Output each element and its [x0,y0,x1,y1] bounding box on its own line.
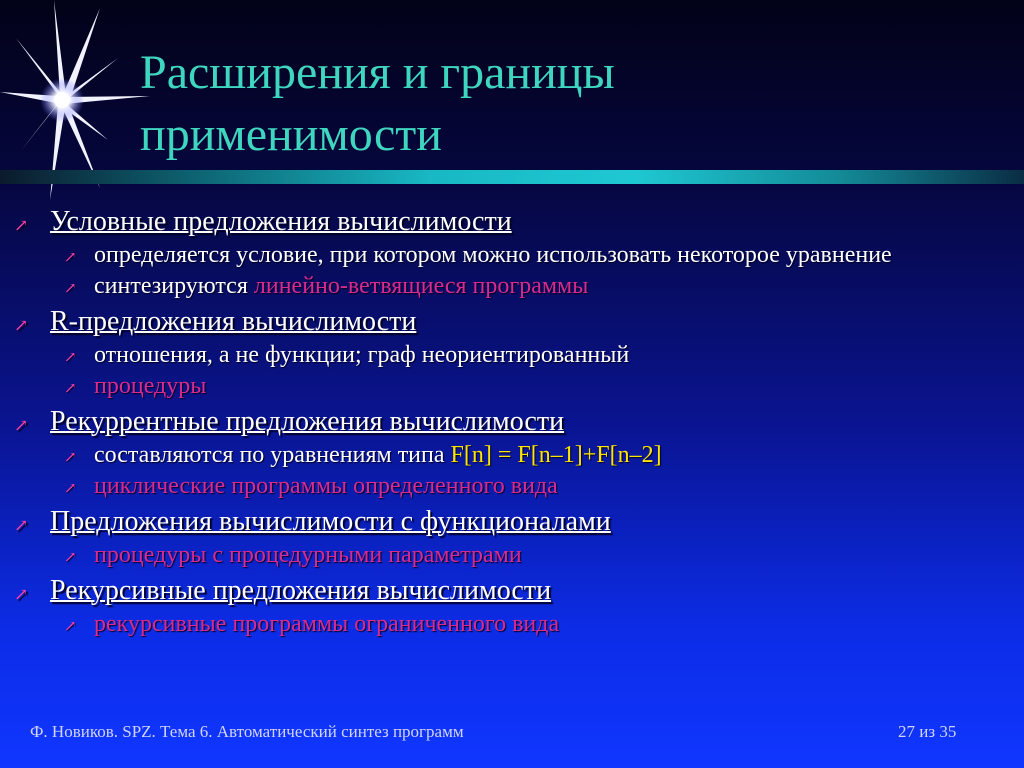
slide-title-line2: применимости [140,108,442,161]
formula-text: F[n] = F[n–1]+F[n–2] [450,442,662,468]
sub-bullet [14,342,1004,369]
slide-content [14,200,1004,640]
sub-bullet-text: определяется условие, при котором можно использовать некоторое уравнение [94,242,892,268]
arrow-up-right-icon: ↗ [64,281,77,297]
highlight-text: рекурсивные программы ограниченного вида [94,611,560,637]
arrow-up-right-icon: ↗ [14,216,29,235]
slide-title-line1: Расширения и границы [140,46,615,99]
sub-bullet-text: составляются по уравнениям типа [94,442,445,468]
bullet-heading: Рекурсивные предложения вычислимости [50,575,552,606]
bullet-heading: Условные предложения вычислимости [50,206,512,237]
arrow-up-right-icon: ↗ [64,550,77,566]
sub-bullet [14,242,1004,269]
sub-bullet [14,442,1004,469]
sub-bullet [14,542,1004,569]
arrow-up-right-icon: ↗ [14,416,29,435]
arrow-up-right-icon: ↗ [64,381,77,397]
bullet-heading: Рекуррентные предложения вычислимости [50,406,565,437]
bullet-recurrent [14,406,1004,438]
arrow-up-right-icon: ↗ [14,516,29,535]
page-number: 27 из 35 [898,722,957,741]
arrow-up-right-icon: ↗ [64,350,77,366]
arrow-up-right-icon: ↗ [64,619,77,635]
arrow-up-right-icon: ↗ [64,450,77,466]
title-divider [0,170,1024,184]
slide-title [140,42,615,166]
sub-bullet [14,273,1004,300]
arrow-up-right-icon: ↗ [14,585,29,604]
highlight-text: циклические программы определенного вида [94,473,558,499]
sub-bullet [14,373,1004,400]
bullet-r-sentences [14,306,1004,338]
highlight-text: линейно-ветвящиеся программы [253,273,589,299]
sub-bullet-text: отношения, а не функции; граф неориентированный [94,342,630,368]
arrow-up-right-icon: ↗ [14,316,29,335]
bullet-heading: R-предложения вычислимости [50,306,417,337]
bullet-functionals [14,506,1004,538]
bullet-heading: Предложения вычислимости с функционалами [50,506,611,537]
bullet-recursive [14,575,1004,607]
highlight-text: процедуры с процедурными параметрами [94,542,522,568]
footer-author: Ф. Новиков. SPZ. Тема 6. Автоматический синтез программ [30,722,464,741]
sub-bullet [14,473,1004,500]
bullet-conditional [14,206,1004,238]
sub-bullet [14,611,1004,638]
highlight-text: процедуры [94,373,207,399]
sub-bullet-text: синтезируются [94,273,248,299]
arrow-up-right-icon: ↗ [64,481,77,497]
arrow-up-right-icon: ↗ [64,250,77,266]
